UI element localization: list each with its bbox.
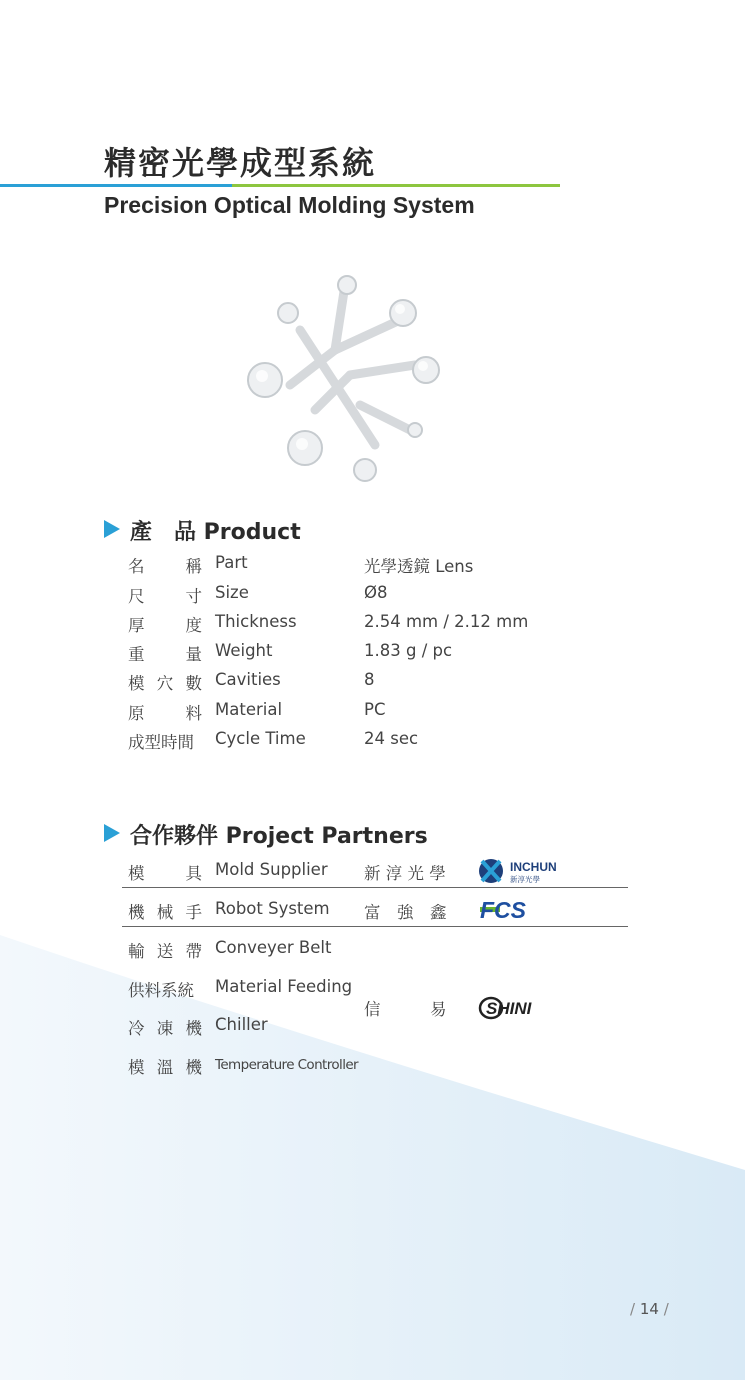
- product-value: 24 sec: [364, 729, 419, 748]
- page-title-zh: 精密光學成型系統: [104, 144, 377, 182]
- product-value: Ø8: [364, 583, 388, 602]
- triangle-bullet-icon: [104, 520, 120, 538]
- product-label-zh-char: 料: [185, 704, 202, 723]
- product-value: PC: [364, 700, 386, 719]
- optical-lens-runner-image: [240, 265, 440, 490]
- product-label-zh: [128, 583, 202, 607]
- product-label-zh-char: 厚: [128, 616, 145, 635]
- product-heading-text: 產 品 Product: [130, 520, 301, 545]
- partner-label-zh-char: 手: [185, 903, 202, 922]
- product-label-zh-char: 穴: [156, 674, 174, 693]
- product-section-heading: [104, 515, 301, 546]
- product-label-zh-char: 名: [128, 557, 145, 576]
- partner-label-zh-char: 帶: [185, 942, 202, 961]
- product-label-zh: [128, 670, 202, 694]
- product-label-zh-char: 稱: [185, 557, 202, 576]
- partners-heading-text: 合作夥伴 Project Partners: [130, 824, 428, 849]
- partner-label-zh: [128, 860, 202, 884]
- partner-label-zh: [128, 1054, 202, 1078]
- partner-label-zh: [128, 938, 202, 962]
- partner-label-zh: [128, 977, 202, 1001]
- fcs-logo-text: FCS: [480, 897, 526, 921]
- product-label-en: Size: [215, 583, 249, 602]
- product-label-zh-char: 原: [128, 704, 145, 723]
- product-label-en: Cycle Time: [215, 729, 306, 748]
- partner-label-en: Robot System: [215, 899, 330, 918]
- partner-label-zh: [128, 1015, 202, 1039]
- partner-label-zh-char: 模: [128, 864, 145, 883]
- partner-label-zh-char: 供料系統: [128, 981, 194, 1000]
- supplier-name-fcs: 富 強 鑫: [364, 903, 447, 922]
- product-label-zh: [128, 700, 202, 724]
- partner-label-en: Temperature Controller: [215, 1057, 359, 1073]
- product-label-zh-char: 數: [185, 674, 202, 693]
- page-number-value: 14: [639, 1300, 659, 1318]
- partner-label-zh-char: 凍: [156, 1019, 174, 1038]
- partner-label-zh-char: 冷: [128, 1019, 145, 1038]
- product-value: 8: [364, 670, 375, 689]
- product-label-zh-char: 重: [128, 645, 145, 664]
- shini-logo-text: SHINI: [486, 999, 532, 1018]
- partner-label-zh-char: 輸: [128, 942, 145, 961]
- page-title-en: Precision Optical Molding System: [104, 192, 475, 218]
- partners-section-heading: [104, 819, 428, 850]
- product-label-zh-char: 寸: [185, 587, 202, 606]
- partner-label-en: Material Feeding: [215, 977, 353, 996]
- shini-logo: [478, 994, 558, 1020]
- triangle-bullet-icon: [104, 824, 120, 842]
- product-value: 光學透鏡 Lens: [364, 557, 474, 576]
- inchun-logo-subtext: 新淳光學: [510, 875, 540, 884]
- partner-label-zh: [128, 899, 202, 923]
- table-divider: [122, 887, 628, 888]
- partner-label-en: Chiller: [215, 1015, 268, 1034]
- supplier-name-shini: 信 易: [364, 1000, 447, 1019]
- partner-label-zh-char: 機: [128, 903, 145, 922]
- inchun-logo-text: INCHUN: [510, 860, 557, 874]
- partner-label-zh-char: 溫: [156, 1058, 174, 1077]
- product-label-zh: [128, 641, 202, 665]
- inchun-logo: [478, 856, 573, 886]
- fcs-logo: [478, 897, 560, 921]
- partner-label-en: Mold Supplier: [215, 860, 328, 879]
- product-label-zh: [128, 612, 202, 636]
- partner-label-zh-char: 具: [185, 864, 202, 883]
- partner-label-zh-char: 機: [185, 1019, 202, 1038]
- page-number: / 14 /: [630, 1300, 669, 1318]
- product-label-zh: [128, 553, 202, 577]
- product-label-en: Thickness: [215, 612, 297, 631]
- product-value: 1.83 g / pc: [364, 641, 453, 660]
- partner-label-zh-char: 械: [156, 903, 174, 922]
- supplier-name-inchun: 新 淳 光 學: [364, 864, 446, 883]
- partner-label-zh-char: 模: [128, 1058, 145, 1077]
- partner-label-zh-char: 機: [185, 1058, 202, 1077]
- table-divider: [122, 926, 628, 927]
- product-label-zh: [128, 729, 202, 753]
- partner-label-en: Conveyer Belt: [215, 938, 332, 957]
- product-label-en: Material: [215, 700, 283, 719]
- product-label-zh-char: 尺: [128, 587, 145, 606]
- product-label-zh-char: 成型時間: [128, 733, 194, 752]
- product-label-en: Part: [215, 553, 248, 572]
- product-label-zh-char: 量: [185, 645, 202, 664]
- product-label-zh-char: 模: [128, 674, 145, 693]
- product-label-en: Weight: [215, 641, 273, 660]
- product-label-en: Cavities: [215, 670, 281, 689]
- product-label-zh-char: 度: [185, 616, 202, 635]
- partner-label-zh-char: 送: [156, 942, 174, 961]
- title-underline: [0, 184, 560, 187]
- product-value: 2.54 mm / 2.12 mm: [364, 612, 529, 631]
